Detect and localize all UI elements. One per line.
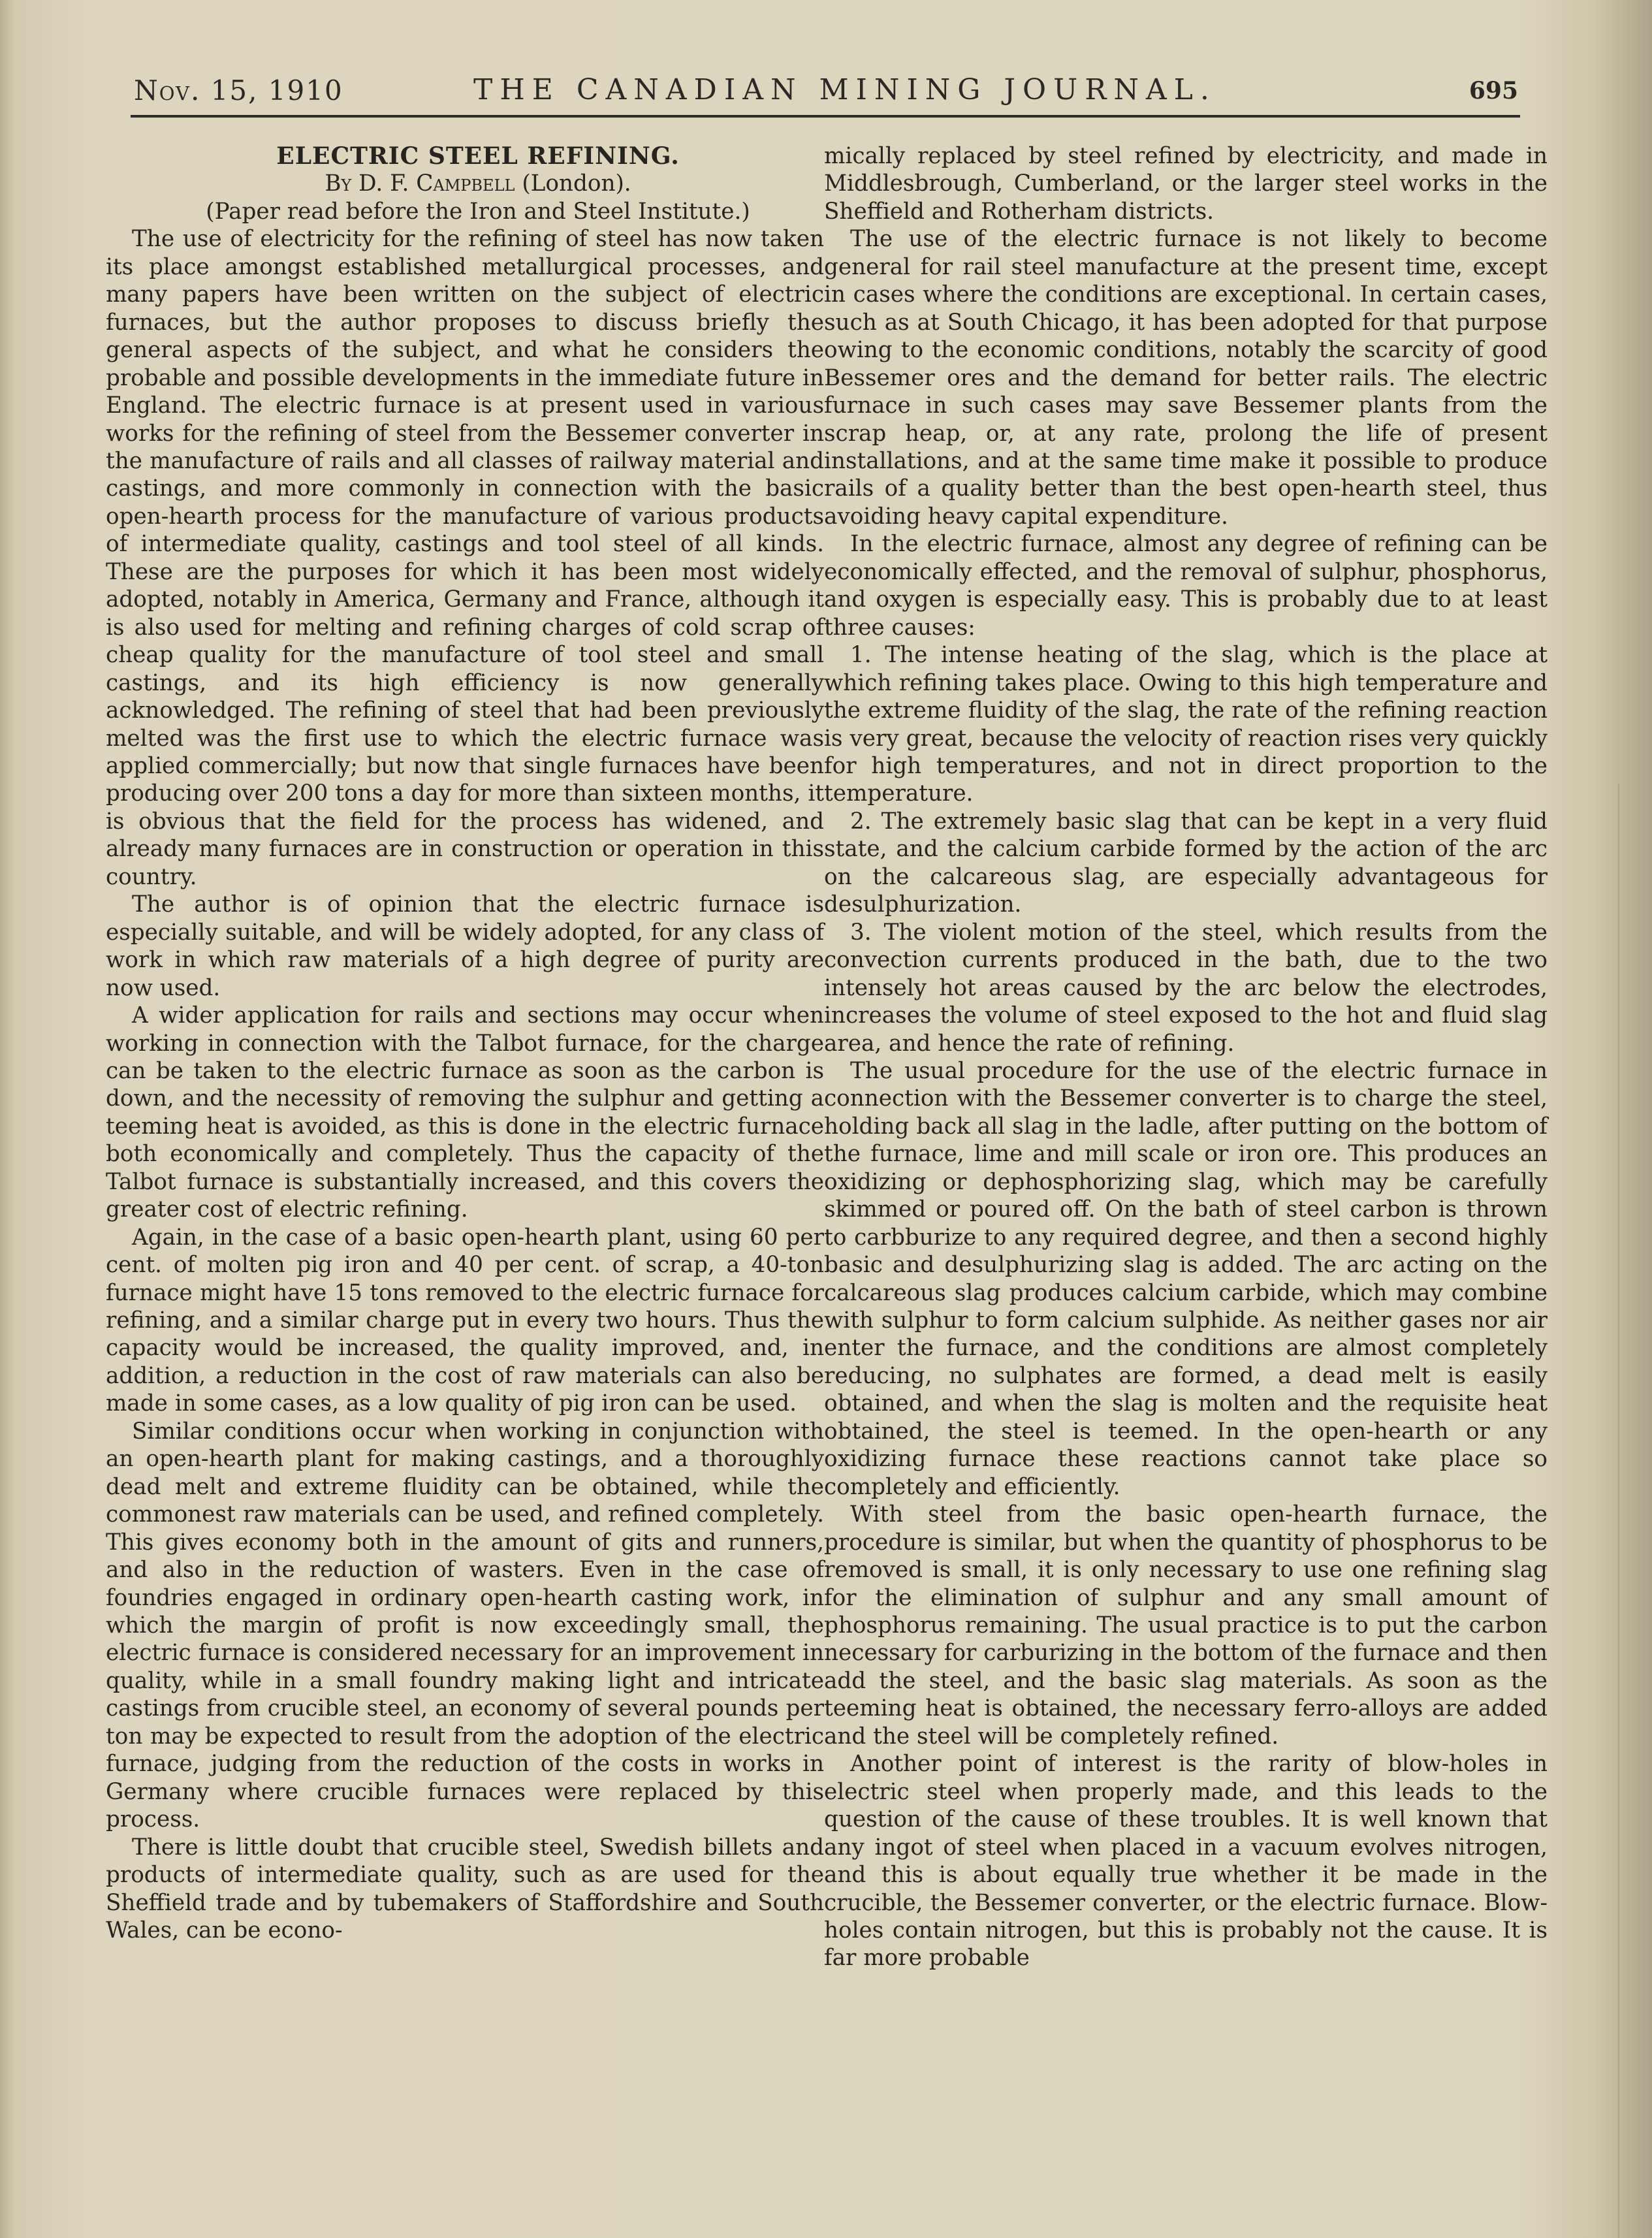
byline-prefix: By <box>325 170 352 197</box>
page-edge-shadow <box>1618 784 1619 2238</box>
list-item: 3. The violent motion of the steel, which results from the convection currents produced in the bath, due to the two intensely hot areas caused by the arc below the electrodes, increases the volume of steel exposed to the hot and fluid slag area, and hence the rate of refining. <box>824 919 1548 1057</box>
author-location: (London). <box>522 170 631 197</box>
paragraph: Again, in the case of a basic open-hearth plant, using 60 per cent. of molten pig iron and 40 per cent. of scrap, a 40-ton furnace might have 15 tons removed to the electric furnace for refining, and a similar charge put in every two hours. Thus the capacity would be increased, the quality improved, and, in addition, a reduction in the cost of raw materials can also be made in some cases, as a low quality of pig iron can be used. <box>106 1224 824 1417</box>
paragraph: There is little doubt that crucible steel, Swedish billets and products of intermediate quality, such as are used for the Sheffield trade and by tubemakers of Staffordshire and South Wales, can be econo- <box>106 1834 824 1943</box>
paragraph: The use of electricity for the refining of steel has now taken its place amongst established metallurgical processes, and many papers have been written on the subject of electric furnaces, but the author proposes to discuss briefly the general aspects of the subject, and what he considers the probable and possible developments in the immediate future in England. The electric furnace is at present used in various works for the refining of steel from the Bessemer converter in the manufacture of rails and all classes of railway material and castings, and more commonly in connection with the basic open-hearth process for the manufacture of various products of intermediate quality, castings and tool steel of all kinds. These are the purposes for which it has been most widely adopted, notably in America, Germany and France, although it is also used for melting and refining charges of cold scrap of cheap quality for the manufacture of tool steel and small castings, and its high efficiency is now generally acknowledged. The refining of steel that had been previously melted was the first use to which the electric furnace was applied commercially; but now that single furnaces have been producing over 200 tons a day for more than sixteen months, it is obvious that the field for the process has widened, and already many furnaces are in construction or operation in this country. <box>106 226 824 890</box>
running-header <box>134 71 1518 114</box>
list-item: 1. The intense heating of the slag, which is the place at which refining takes place. Owing to this high temperature and the extreme fluidity of the slag, the rate of the refining reaction is very great, because the velocity of reaction rises very quickly for high temperatures, and not in direct proportion to the temperature. <box>824 642 1548 807</box>
page-number: 695 <box>1469 77 1518 104</box>
paragraph: The author is of opinion that the electric furnace is especially suitable, and will be widely adopted, for any class of work in which raw materials of a high degree of purity are now used. <box>106 891 824 1001</box>
byline <box>106 170 824 197</box>
paragraph: A wider application for rails and sections may occur when working in connection with the Talbot furnace, for the charge can be taken to the electric furnace as soon as the carbon is down, and the necessity of removing the sulphur and getting a teeming heat is avoided, as this is done in the electric furnace both economically and completely. Thus the capacity of the Talbot furnace is substantially increased, and this covers the greater cost of electric refining. <box>106 1002 824 1223</box>
column-right <box>824 142 1548 1972</box>
paragraph: The usual procedure for the use of the electric furnace in connection with the Bessemer converter is to charge the steel, holding back all slag in the ladle, after putting on the bottom of the furnace, lime and mill scale or iron ore. This produces an oxidizing or dephosphorizing slag, which may be carefully skimmed or poured off. On the bath of steel carbon is thrown to carbburize to any required degree, and then a second highly basic and desulphurizing slag is added. The arc acting on the calcareous slag produces calcium carbide, which may combine with sulphur to form calcium sulphide. As neither gases nor air enter the furnace, and the conditions are almost completely reducing, no sulphates are formed, a dead melt is easily obtained, and when the slag is molten and the requisite heat obtained, the steel is teemed. In the open-hearth or any oxidizing furnace these reactions cannot take place so completely and efficiently. <box>824 1057 1548 1500</box>
issue-date: Nov. 15, 1910 <box>134 74 343 106</box>
paragraph: The use of the electric furnace is not likely to become general for rail steel manufacture at the present time, except in cases where the conditions are exceptional. In certain cases, such as at South Chicago, it has been adopted for that purpose owing to the economic conditions, notably the scarcity of good Bessemer ores and the demand for better rails. The electric furnace in such cases may save Bessemer plants from the scrap heap, or, at any rate, prolong the life of present installations, and at the same time make it possible to produce rails of a quality better than the best open-hearth steel, thus avoiding heavy capital expenditure. <box>824 226 1548 530</box>
paragraph: Another point of interest is the rarity of blow-holes in electric steel when properly made, and this leads to the question of the cause of these troubles. It is well known that any ingot of steel when placed in a vacuum evolves nitrogen, and this is about equally true whether it be made in the crucible, the Bessemer converter, or the electric furnace. Blow-holes contain nitrogen, but this is probably not the cause. It is far more probable <box>824 1751 1548 1972</box>
column-left <box>106 142 824 1944</box>
header-rule <box>131 115 1520 118</box>
list-item: 2. The extremely basic slag that can be kept in a very fluid state, and the calcium carbide formed by the action of the arc on the calcareous slag, are especially advantageous for desulphurization. <box>824 808 1548 918</box>
author-name: D. F. Campbell <box>358 170 515 197</box>
paragraph: In the electric furnace, almost any degree of refining can be economically effected, and the removal of sulphur, phosphorus, and oxygen is especially easy. This is probably due to at least three causes: <box>824 531 1548 641</box>
paragraph-continued: mically replaced by steel refined by electricity, and made in Middlesbrough, Cumberland, or the larger steel works in the Sheffield and Rotherham districts. <box>824 143 1548 225</box>
journal-title: THE CANADIAN MINING JOURNAL. <box>473 73 1216 106</box>
article-title: ELECTRIC STEEL REFINING. <box>276 142 680 170</box>
article-note: (Paper read before the Iron and Steel Institute.) <box>206 198 750 225</box>
paragraph: With steel from the basic open-hearth furnace, the procedure is similar, but when the quantity of phosphorus to be removed is small, it is only necessary to use one refining slag for the elimination of sulphur and any small amount of phosphorus remaining. The usual practice is to put the carbon necessary for carburizing in the bottom of the furnace and then add the steel, and the basic slag materials. As soon as the teeming heat is obtained, the necessary ferro-alloys are added and the steel will be completely refined. <box>824 1501 1548 1750</box>
paragraph: Similar conditions occur when working in conjunction with an open-hearth plant for making castings, and a thoroughly dead melt and extreme fluidity can be obtained, while the commonest raw materials can be used, and refined completely. This gives economy both in the amount of gits and runners, and also in the reduction of wasters. Even in the case of foundries engaged in ordinary open-hearth casting work, in which the margin of profit is now exceedingly small, the electric furnace is considered necessary for an improvement in quality, while in a small foundry making light and intricate castings from crucible steel, an economy of several pounds per ton may be expected to result from the adoption of the electric furnace, judging from the reduction of the costs in works in Germany where crucible furnaces were replaced by this process. <box>106 1418 824 1833</box>
